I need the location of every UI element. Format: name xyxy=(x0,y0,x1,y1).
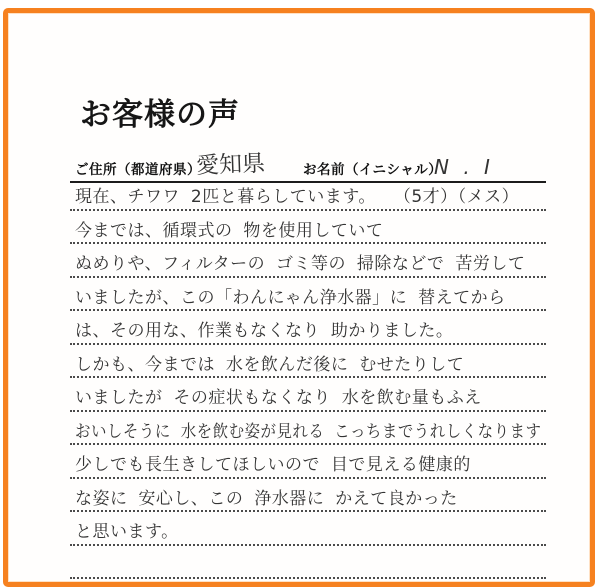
testimonial-line xyxy=(70,345,546,379)
testimonial-line xyxy=(70,445,546,479)
testimonial-line-text: しかも、今までは 水を飲んだ後に むせたりして xyxy=(75,354,465,375)
testimonial-line-text: は、その用な、作業もなくなり 助かりました。 xyxy=(75,321,454,342)
testimonial-line-text: おいしそうに 水を飲む姿が見れる こっちまでうれしくなります xyxy=(75,421,542,442)
testimonial-line xyxy=(70,311,546,345)
testimonial-line-text: ぬめりや、フィルターの ゴミ等の 掃除などで 苦労して xyxy=(75,254,526,275)
testimonial-line xyxy=(70,177,546,211)
testimonial-line xyxy=(70,211,546,245)
testimonial-line-text: 今までは、循環式の 物を使用していて xyxy=(75,220,384,241)
name-label: お名前（イニシャル） xyxy=(303,162,443,177)
testimonial-line-text: 少しでも長生きしてほしいので 目で見える健康的 xyxy=(75,455,471,476)
orange-frame xyxy=(3,8,595,587)
testimonial-line xyxy=(70,412,546,446)
page-title: お客様の声 xyxy=(80,97,240,132)
testimonial-line-text: と思います。 xyxy=(75,522,179,543)
testimonial-body xyxy=(70,177,546,579)
testimonial-line-text: な姿に 安心し、この 浄水器に かえて良かった xyxy=(75,488,458,509)
testimonial-line xyxy=(70,244,546,278)
address-value: 愛知県 xyxy=(195,150,266,180)
name-value: N . I xyxy=(434,155,494,179)
testimonial-line xyxy=(70,378,546,412)
testimonial-line xyxy=(70,479,546,513)
address-label: ご住所（都道府県） xyxy=(75,162,201,177)
testimonial-line-text: 現在、チワワ 2匹と暮らしています。 （5才）（メス） xyxy=(75,187,520,208)
testimonial-line xyxy=(70,278,546,312)
testimonial-line xyxy=(70,546,546,580)
testimonial-line-text: いましたが、この「わんにゃん浄水器」に 替えてから xyxy=(75,287,506,308)
testimonial-line xyxy=(70,512,546,546)
testimonial-line-text: いましたが その症状もなくなり 水を飲む量もふえ xyxy=(75,388,482,409)
